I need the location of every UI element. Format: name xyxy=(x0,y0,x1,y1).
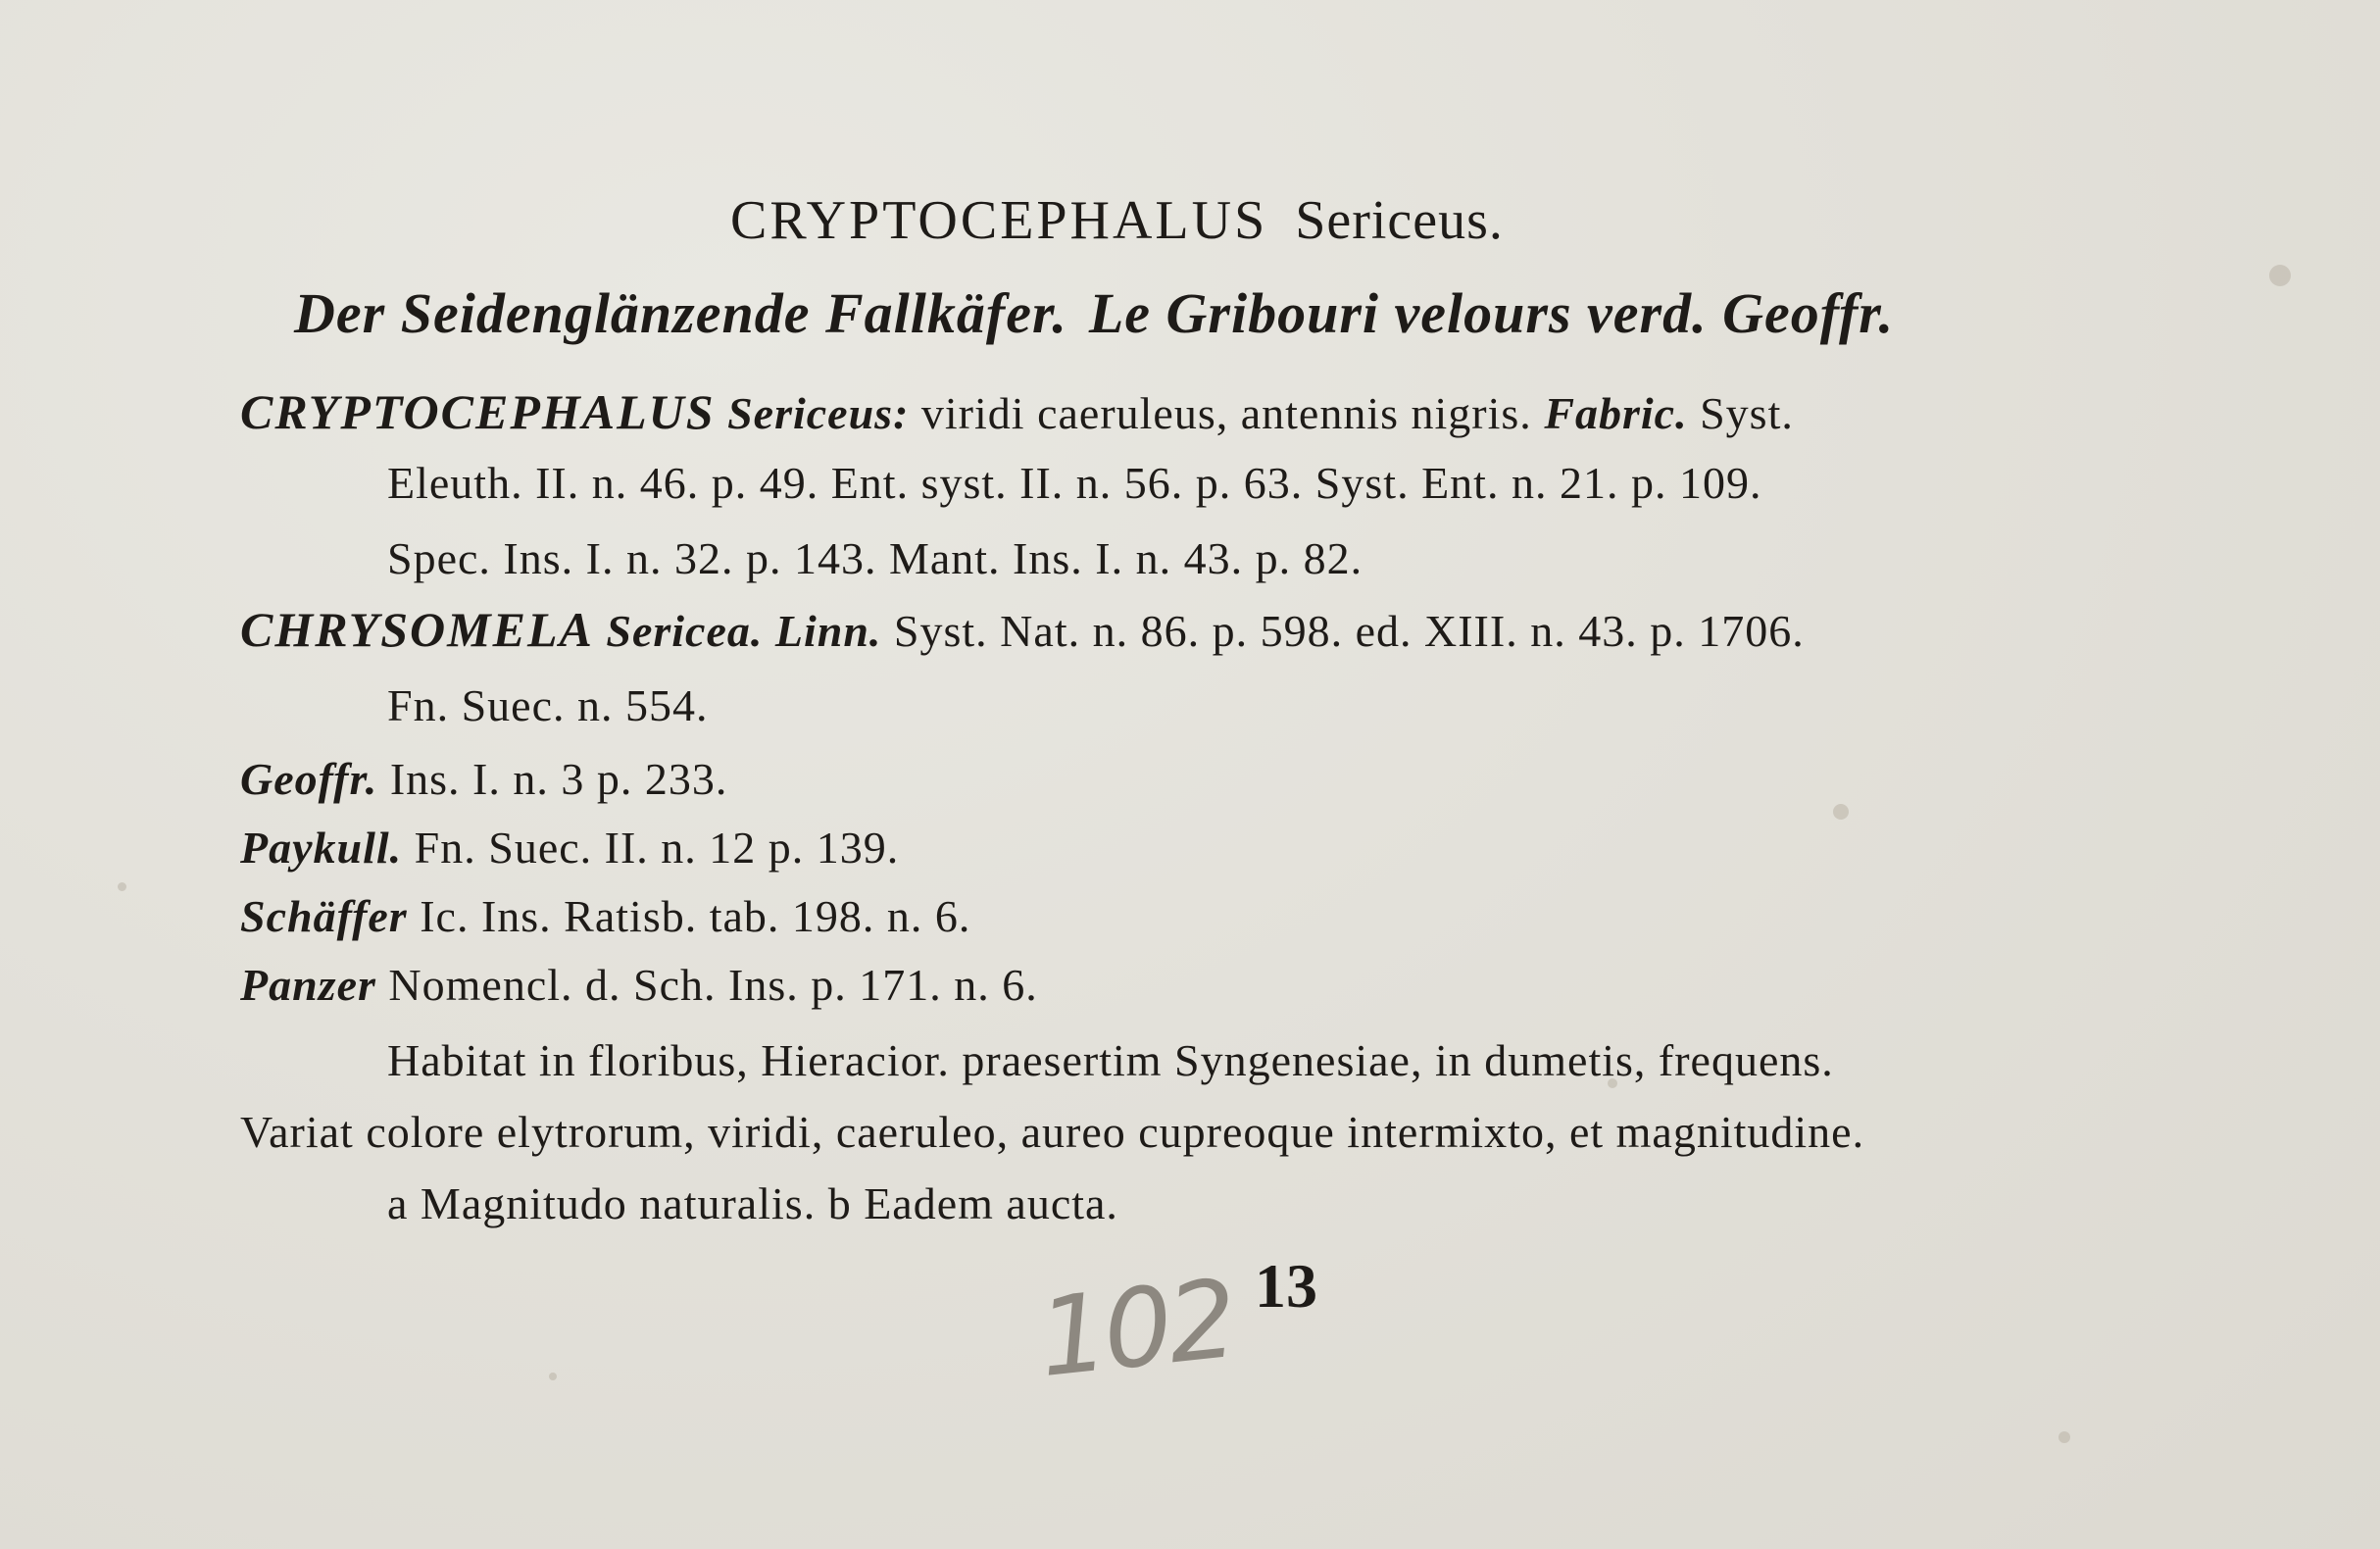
entry-diagnosis: viridi caeruleus, antennis nigris. xyxy=(920,388,1532,438)
paper-speck xyxy=(118,882,126,891)
entry-genus: CHRYSOMELA xyxy=(240,602,594,657)
synonym-entry-chrysomela xyxy=(240,600,1805,661)
reference-entry-panzer xyxy=(240,956,1038,1015)
paper-speck xyxy=(2269,265,2291,286)
title-species: Sericeus. xyxy=(1295,190,1504,251)
page-title xyxy=(730,191,1504,250)
figure-legend: a Magnitudo naturalis. b Eadem aucta. xyxy=(387,1178,1118,1228)
paper-speck xyxy=(1833,804,1849,820)
handwritten-note: 102 xyxy=(1032,1256,1240,1401)
entry-reference: Fn. Suec. II. n. 12 p. 139. xyxy=(414,823,900,873)
synonym-entry-cryptocephalus xyxy=(240,382,1794,443)
common-names xyxy=(294,281,1895,345)
reference-line: Fn. Suec. n. 554. xyxy=(387,680,709,730)
reference-line: Eleuth. II. n. 46. p. 49. Ent. syst. II. n. 56. p. 63. Syst. Ent. n. 21. p. 109. xyxy=(387,458,1762,508)
french-common-name: Le Gribouri velours verd. Geoffr. xyxy=(1088,281,1895,345)
entry-reference: Syst. xyxy=(1700,388,1794,438)
paper-speck xyxy=(2058,1431,2070,1443)
entry-author: Schäffer xyxy=(240,891,408,941)
reference-entry-geoffroy xyxy=(240,750,727,809)
entry-reference: Syst. Nat. n. 86. p. 598. ed. XIII. n. 43. p. 1706. xyxy=(893,606,1805,656)
entry-reference: Ins. I. n. 3 p. 233. xyxy=(389,754,728,804)
title-genus: CRYPTOCEPHALUS xyxy=(730,190,1268,251)
entry-reference: Ic. Ins. Ratisb. tab. 198. n. 6. xyxy=(420,891,971,941)
page-number: 13 xyxy=(1255,1251,1317,1321)
variation-text: Variat colore elytrorum, viridi, caeruleo, aureo cupreoque intermixto, et magnitudine. xyxy=(240,1107,1865,1157)
entry-author: Geoffr. xyxy=(240,754,378,804)
reference-line: Spec. Ins. I. n. 32. p. 143. Mant. Ins. I. n. 43. p. 82. xyxy=(387,533,1364,583)
german-common-name: Der Seidenglänzende Fallkäfer. xyxy=(294,281,1067,345)
entry-genus: CRYPTOCEPHALUS xyxy=(240,384,716,439)
entry-author: Linn. xyxy=(774,606,882,656)
reference-entry-schaffer xyxy=(240,887,970,946)
entry-author: Paykull. xyxy=(240,823,403,873)
reference-entry-paykull xyxy=(240,819,899,877)
entry-author: Panzer xyxy=(240,960,376,1010)
habitat-text: Habitat in floribus, Hieracior. praesertim Syngenesiae, in dumetis, frequens. xyxy=(387,1035,1834,1085)
entry-species: Sericeus: xyxy=(727,388,910,438)
entry-species: Sericea. xyxy=(606,606,764,656)
entry-reference: Nomencl. d. Sch. Ins. p. 171. n. 6. xyxy=(388,960,1038,1010)
paper-speck xyxy=(549,1373,557,1380)
entry-author: Fabric. xyxy=(1544,388,1688,438)
